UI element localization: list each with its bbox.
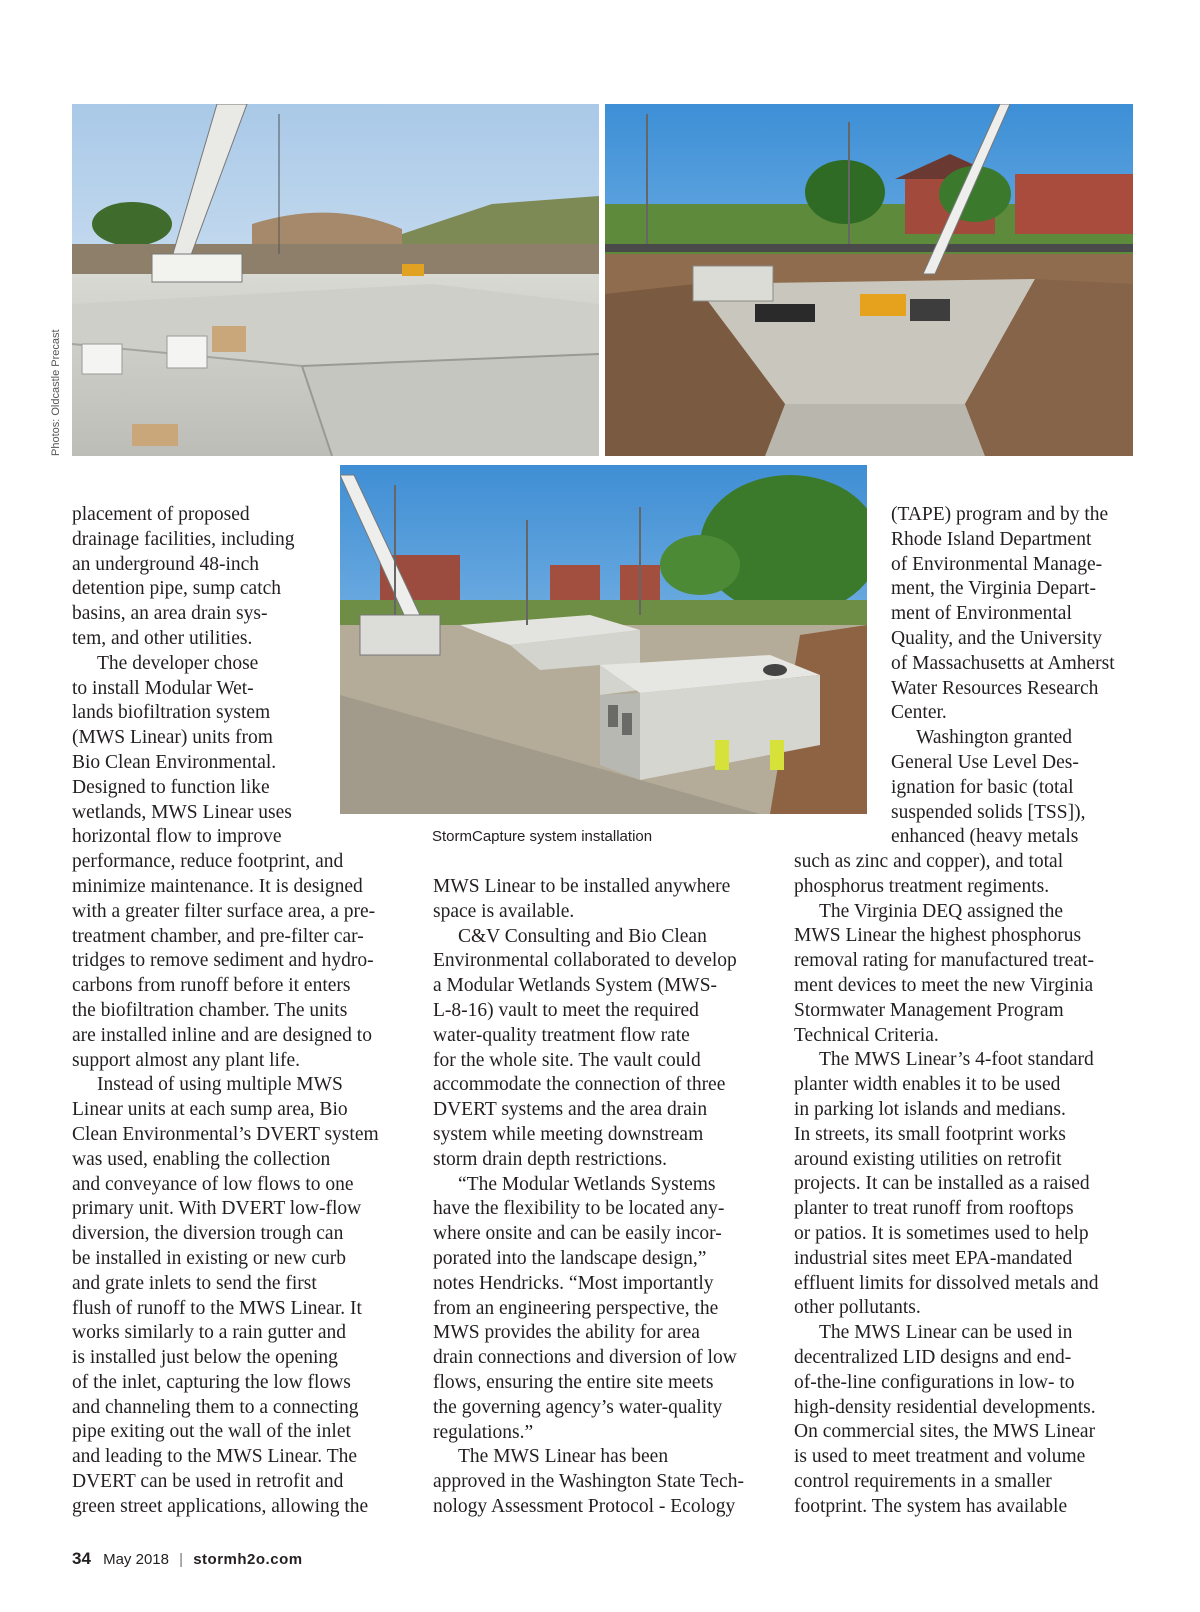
- text-line: and grate inlets to send the first: [72, 1272, 317, 1294]
- text-line: green street applications, allowing the: [72, 1495, 369, 1517]
- text-line: removal rating for manufactured treat-: [794, 950, 1094, 972]
- text-line: Quality, and the University: [891, 627, 1103, 649]
- text-line: a Modular Wetlands System (MWS-: [433, 975, 718, 997]
- text-line: and leading to the MWS Linear. The: [72, 1446, 358, 1468]
- text-line: On commercial sites, the MWS Linear: [794, 1421, 1096, 1443]
- text-line: Center.: [891, 702, 947, 724]
- text-line: is installed just below the opening: [72, 1347, 338, 1369]
- text-line: Bio Clean Environmental.: [72, 751, 277, 773]
- text-line: space is available.: [433, 900, 575, 922]
- text-line: ignation for basic (total: [891, 776, 1074, 798]
- text-line: flows, ensuring the entire site meets: [433, 1371, 714, 1393]
- text-line: The MWS Linear’s 4-foot standard: [819, 1049, 1094, 1071]
- text-line: other pollutants.: [794, 1297, 921, 1319]
- text-line: of-the-line configurations in low- to: [794, 1371, 1075, 1393]
- text-line: around existing utilities on retrofit: [794, 1148, 1062, 1170]
- text-line: and channeling them to a connecting: [72, 1396, 359, 1418]
- text-line: Technical Criteria.: [794, 1024, 939, 1046]
- text-line: are installed inline and are designed to: [72, 1024, 372, 1046]
- footer-separator: |: [179, 1551, 184, 1568]
- text-line: works similarly to a rain gutter and: [72, 1322, 347, 1344]
- text-line: an underground 48-inch: [72, 553, 260, 575]
- issue-date: May 2018: [103, 1551, 169, 1568]
- text-line: accommodate the connection of three: [433, 1074, 726, 1096]
- text-line: with a greater filter surface area, a pre-: [72, 900, 376, 922]
- text-line: drain connections and diversion of low: [433, 1347, 737, 1369]
- text-line: Designed to function like: [72, 776, 270, 798]
- text-line: diversion, the diversion trough can: [72, 1223, 344, 1245]
- text-line: have the flexibility to be located any-: [433, 1198, 725, 1220]
- text-line: where onsite and can be easily incor-: [433, 1223, 722, 1245]
- text-line: detention pipe, sump catch: [72, 578, 282, 600]
- text-line: basins, an area drain sys-: [72, 603, 268, 625]
- text-line: porated into the landscape design,”: [433, 1247, 707, 1269]
- text-line: In streets, its small footprint works: [794, 1123, 1066, 1145]
- text-line: treatment chamber, and pre-filter car-: [72, 925, 364, 947]
- text-line: MWS Linear to be installed anywhere: [433, 876, 731, 897]
- text-line: placement of proposed: [72, 504, 250, 525]
- text-line: drainage facilities, including: [72, 528, 295, 550]
- text-line: Stormwater Management Program: [794, 999, 1064, 1021]
- text-line: or patios. It is sometimes used to help: [794, 1222, 1089, 1244]
- website-link[interactable]: stormh2o.com: [193, 1551, 303, 1568]
- text-line: General Use Level Des-: [891, 751, 1079, 773]
- text-line: be installed in existing or new curb: [72, 1247, 347, 1269]
- text-line: Clean Environmental’s DVERT system: [72, 1123, 379, 1145]
- photo-credit: Photos: Oldcastle Precast: [50, 329, 62, 456]
- text-line: system while meeting downstream: [433, 1123, 704, 1145]
- column-right-top: [891, 503, 1115, 850]
- text-line: ment of Environmental: [891, 603, 1072, 625]
- text-line: performance, reduce footprint, and: [72, 851, 344, 873]
- text-line: decentralized LID designs and end-: [794, 1346, 1072, 1368]
- text-line: primary unit. With DVERT low-flow: [72, 1198, 362, 1220]
- text-line: The Virginia DEQ assigned the: [819, 900, 1063, 922]
- photo-excavation-site: [605, 104, 1133, 456]
- text-line: horizontal flow to improve: [72, 826, 282, 848]
- text-line: support almost any plant life.: [72, 1049, 301, 1071]
- text-line: Water Resources Research: [891, 677, 1099, 699]
- column-left: [72, 503, 379, 1520]
- text-line: phosphorus treatment regiments.: [794, 875, 1050, 897]
- text-line: storm drain depth restrictions.: [433, 1148, 667, 1170]
- text-line: Rhode Island Department: [891, 528, 1092, 550]
- text-line: projects. It can be installed as a raised: [794, 1173, 1090, 1195]
- text-line: L-8-16) vault to meet the required: [433, 999, 699, 1021]
- text-line: C&V Consulting and Bio Clean: [458, 925, 707, 947]
- photo-caption: StormCapture system installation: [432, 828, 653, 845]
- text-line: the governing agency’s water-quality: [433, 1396, 723, 1418]
- text-line: flush of runoff to the MWS Linear. It: [72, 1297, 362, 1319]
- text-line: planter to treat runoff from rooftops: [794, 1198, 1074, 1220]
- text-line: Linear units at each sump area, Bio: [72, 1099, 348, 1121]
- text-line: MWS provides the ability for area: [433, 1322, 700, 1344]
- text-line: suspended solids [TSS]),: [891, 801, 1086, 823]
- text-line: minimize maintenance. It is designed: [72, 875, 363, 897]
- text-line: of Massachusetts at Amherst: [891, 652, 1115, 674]
- text-line: DVERT systems and the area drain: [433, 1099, 708, 1121]
- text-line: wetlands, MWS Linear uses: [72, 801, 292, 823]
- page-footer: [72, 1549, 303, 1569]
- page-number: 34: [72, 1549, 91, 1568]
- text-line: from an engineering perspective, the: [433, 1297, 719, 1319]
- text-line: was used, enabling the collection: [72, 1148, 331, 1170]
- text-line: ment, the Virginia Depart-: [891, 578, 1096, 600]
- text-line: carbons from runoff before it enters: [72, 975, 351, 997]
- text-line: DVERT can be used in retrofit and: [72, 1471, 344, 1493]
- text-line: footprint. The system has available: [794, 1495, 1068, 1517]
- photo-precast-slabs: [72, 104, 599, 456]
- text-line: is used to meet treatment and volume: [794, 1446, 1086, 1468]
- text-line: to install Modular Wet-: [72, 677, 254, 699]
- text-line: nology Assessment Protocol - Ecology: [433, 1495, 736, 1517]
- text-line: of Environmental Manage-: [891, 553, 1103, 575]
- photo-stormcapture-installation: [340, 465, 867, 814]
- text-line: and conveyance of low flows to one: [72, 1173, 354, 1195]
- text-line: The MWS Linear has been: [458, 1446, 669, 1468]
- text-line: in parking lot islands and medians.: [794, 1098, 1066, 1120]
- text-line: effluent limits for dissolved metals and: [794, 1272, 1099, 1294]
- text-line: “The Modular Wetlands Systems: [458, 1173, 716, 1195]
- text-line: industrial sites meet EPA-mandated: [794, 1247, 1073, 1269]
- text-line: MWS Linear the highest phosphorus: [794, 925, 1082, 947]
- text-line: ment devices to meet the new Virginia: [794, 974, 1094, 996]
- text-line: enhanced (heavy metals: [891, 826, 1079, 848]
- text-line: high-density residential developments.: [794, 1396, 1096, 1418]
- text-line: lands biofiltration system: [72, 702, 271, 724]
- text-line: Environmental collaborated to develop: [433, 950, 737, 972]
- text-line: pipe exiting out the wall of the inlet: [72, 1421, 351, 1443]
- text-line: Washington granted: [916, 727, 1073, 749]
- text-line: planter width enables it to be used: [794, 1074, 1061, 1096]
- text-line: such as zinc and copper), and total: [794, 851, 1064, 872]
- text-line: for the whole site. The vault could: [433, 1049, 701, 1071]
- text-line: The developer chose: [97, 652, 259, 674]
- text-line: The MWS Linear can be used in: [819, 1322, 1073, 1344]
- text-line: control requirements in a smaller: [794, 1470, 1052, 1492]
- text-line: Instead of using multiple MWS: [97, 1074, 343, 1096]
- text-line: (TAPE) program and by the: [891, 504, 1109, 525]
- text-line: regulations.”: [433, 1421, 534, 1443]
- text-line: of the inlet, capturing the low flows: [72, 1371, 351, 1393]
- column-right: [794, 850, 1099, 1520]
- column-middle: [433, 875, 744, 1520]
- text-line: approved in the Washington State Tech-: [433, 1471, 744, 1493]
- text-line: notes Hendricks. “Most importantly: [433, 1272, 714, 1294]
- text-line: (MWS Linear) units from: [72, 727, 273, 749]
- text-line: the biofiltration chamber. The units: [72, 999, 348, 1021]
- text-line: tem, and other utilities.: [72, 627, 253, 649]
- text-line: water-quality treatment flow rate: [433, 1024, 690, 1046]
- text-line: tridges to remove sediment and hydro-: [72, 950, 374, 972]
